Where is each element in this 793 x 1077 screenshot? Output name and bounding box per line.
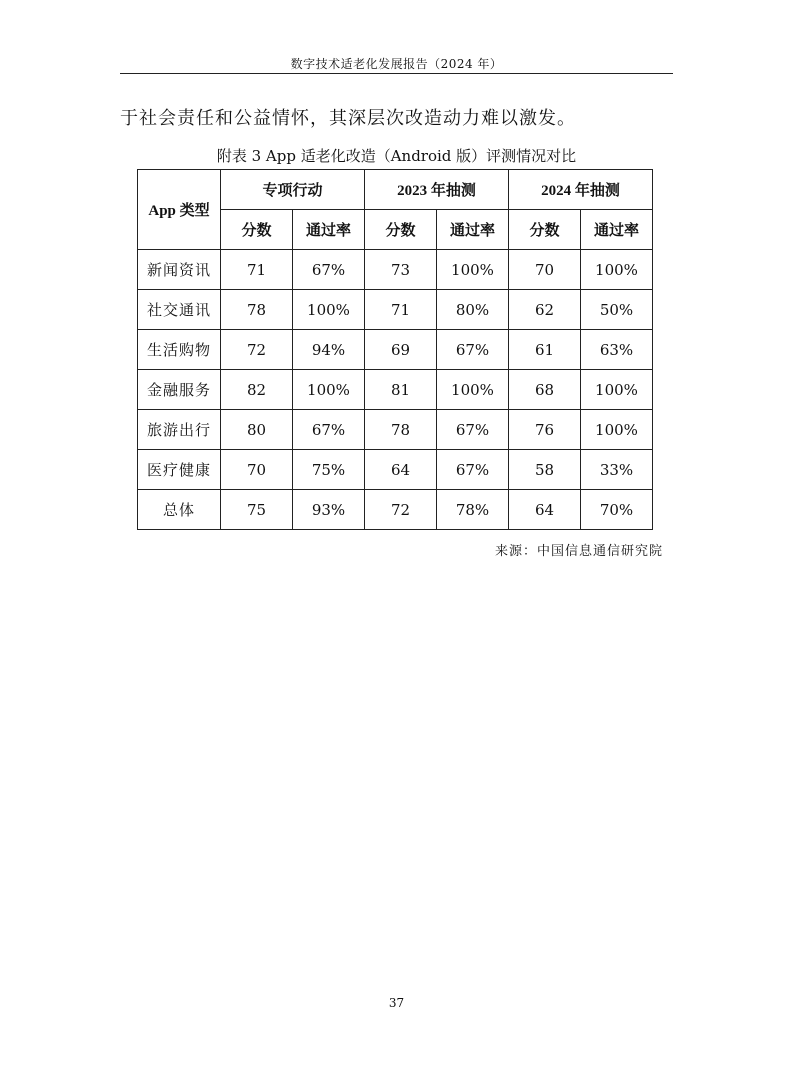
table-cell: 76 — [509, 410, 581, 450]
page-number: 37 — [388, 996, 405, 1010]
table-cell: 71 — [221, 250, 293, 290]
group-header-2023: 2023 年抽测 — [365, 170, 509, 210]
body-paragraph: 于社会责任和公益情怀，其深层次改造动力难以激发。 — [120, 108, 576, 129]
table-cell: 100% — [581, 410, 653, 450]
table-cell: 61 — [509, 330, 581, 370]
table-cell: 100% — [581, 250, 653, 290]
table-cell: 64 — [365, 450, 437, 490]
table-cell: 63% — [581, 330, 653, 370]
sub-header-score: 分数 — [221, 210, 293, 250]
row-type-label: 生活购物 — [138, 330, 221, 370]
row-type-label: 总体 — [138, 490, 221, 530]
table-cell: 75 — [221, 490, 293, 530]
row-type-label: 医疗健康 — [138, 450, 221, 490]
table-row-total — [138, 490, 653, 530]
sub-header-pass-rate: 通过率 — [437, 210, 509, 250]
table-cell: 69 — [365, 330, 437, 370]
table-cell: 100% — [437, 250, 509, 290]
table-cell: 71 — [365, 290, 437, 330]
table-cell: 82 — [221, 370, 293, 410]
table-cell: 78 — [365, 410, 437, 450]
table-cell: 72 — [365, 490, 437, 530]
table-row — [138, 370, 653, 410]
sub-header-pass-rate: 通过率 — [581, 210, 653, 250]
sub-header-score: 分数 — [509, 210, 581, 250]
table-cell: 33% — [581, 450, 653, 490]
row-type-label: 新闻资讯 — [138, 250, 221, 290]
table-group-header-row — [138, 170, 653, 210]
sub-header-score: 分数 — [365, 210, 437, 250]
table-cell: 100% — [293, 370, 365, 410]
table-cell: 75% — [293, 450, 365, 490]
table-cell: 67% — [437, 330, 509, 370]
table-cell: 70 — [221, 450, 293, 490]
table-cell: 100% — [437, 370, 509, 410]
table-cell: 58 — [509, 450, 581, 490]
group-header-2024: 2024 年抽测 — [509, 170, 653, 210]
running-header: 数字技术适老化发展报告（2024 年） — [290, 57, 503, 71]
table-cell: 68 — [509, 370, 581, 410]
table-cell: 73 — [365, 250, 437, 290]
table-cell: 93% — [293, 490, 365, 530]
table-cell: 80 — [221, 410, 293, 450]
sub-header-pass-rate: 通过率 — [293, 210, 365, 250]
table-cell: 81 — [365, 370, 437, 410]
table-cell: 67% — [437, 410, 509, 450]
comparison-table — [137, 169, 653, 530]
table-cell: 78 — [221, 290, 293, 330]
table-cell: 80% — [437, 290, 509, 330]
source-note: 来源：中国信息通信研究院 — [494, 544, 663, 559]
table-row — [138, 290, 653, 330]
table-caption: 附表 3 App 适老化改造（Android 版）评测情况对比 — [216, 147, 577, 165]
table-row — [138, 450, 653, 490]
table-cell: 67% — [437, 450, 509, 490]
group-header-campaign: 专项行动 — [221, 170, 365, 210]
row-type-label: 金融服务 — [138, 370, 221, 410]
table-cell: 64 — [509, 490, 581, 530]
header-divider — [120, 73, 673, 74]
row-type-label: 社交通讯 — [138, 290, 221, 330]
type-column-header: App 类型 — [138, 170, 221, 250]
table-cell: 72 — [221, 330, 293, 370]
table-cell: 62 — [509, 290, 581, 330]
table-cell: 70 — [509, 250, 581, 290]
table-row — [138, 330, 653, 370]
table-cell: 100% — [293, 290, 365, 330]
table-row — [138, 410, 653, 450]
table-row — [138, 250, 653, 290]
row-type-label: 旅游出行 — [138, 410, 221, 450]
table-cell: 94% — [293, 330, 365, 370]
table-cell: 100% — [581, 370, 653, 410]
table-cell: 70% — [581, 490, 653, 530]
table-cell: 67% — [293, 250, 365, 290]
table-cell: 50% — [581, 290, 653, 330]
table-cell: 67% — [293, 410, 365, 450]
table-cell: 78% — [437, 490, 509, 530]
